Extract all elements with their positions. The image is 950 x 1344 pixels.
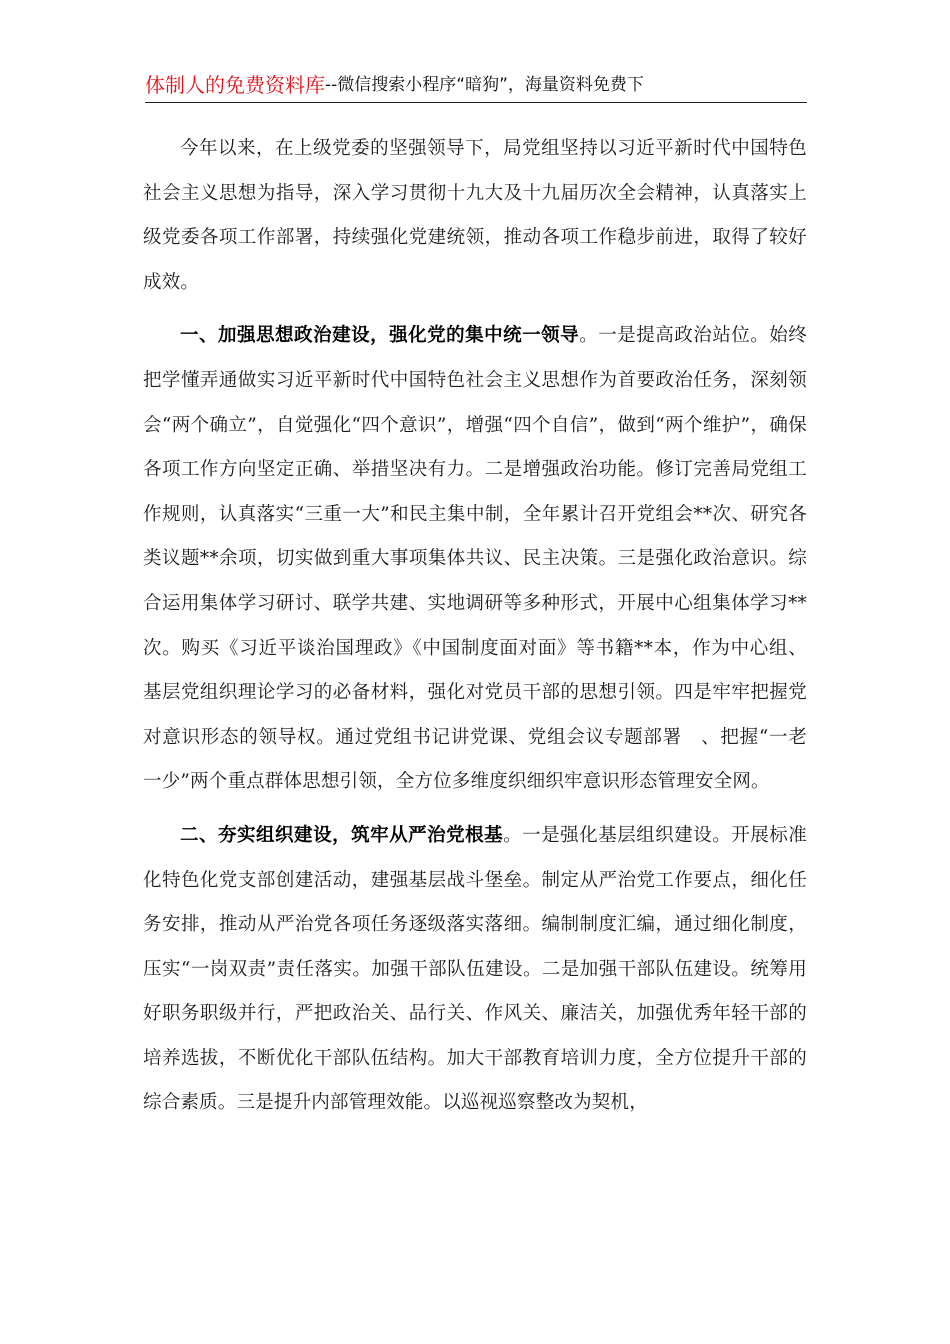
paragraph-section-1 — [143, 314, 807, 805]
section-heading: 一、加强思想政治建设，强化党的集中统一领导 — [180, 325, 580, 347]
header-tagline: --微信搜索小程序“暗狗”，海量资料免费下 — [325, 75, 644, 95]
paragraph-section-2 — [143, 814, 807, 1126]
header-brand: 体制人的免费资料库 — [145, 73, 325, 97]
paragraph-text: 。一是强化基层组织建设。开展标准化特色化党支部创建活动，建强基层战斗堡垒。制定从严治党工作要点，细化任务安排，推动从严治党各项任务逐级落实落细。编制制度汇编，通过细化制度，压实“一岗双责”责任落实。加强干部队伍建设。二是加强干部队伍建设。统筹用好职务职级并行，严把政治关、品行关、作风关、廉洁关，加强优秀年轻干部的培养选拔，不断优化干部队伍结构。加大干部教育培训力度，全方位提升干部的综合素质。三是提升内部管理效能。以巡视巡察整改为契机， — [143, 824, 807, 1114]
section-heading: 二、夯实组织建设，筑牢从严治党根基 — [180, 824, 504, 846]
paragraph-intro — [143, 127, 807, 305]
document-body — [143, 127, 807, 1135]
page-header — [145, 70, 807, 103]
paragraph-text: 。一是提高政治站位。始终把学懂弄通做实习近平新时代中国特色社会主义思想作为首要政治任务，深刻领会“两个确立”，自觉强化“四个意识”，增强“四个自信”，做到“两个维护”，确保各项工作方向坚定正确、举措坚决有力。二是增强政治功能。修订完善局党组工作规则，认真落实“三重一大”和民主集中制，全年累计召开党组会**次、研究各类议题**余项，切实做到重大事项集体共议、民主决策。三是强化政治意识。综合运用集体学习研讨、联学共建、实地调研等多种形式，开展中心组集体学习**次。购买《习近平谈治国理政》《中国制度面对面》等书籍**本，作为中心组、基层党组织理论学习的必备材料，强化对党员干部的思想引领。四是牢牢把握党对意识形态的领导权。通过党组书记讲党课、党组会议专题部署 、把握“一老一少”两个重点群体思想引领，全方位多维度织细织牢意识形态管理安全网。 — [143, 325, 808, 793]
paragraph-text: 今年以来，在上级党委的坚强领导下，局党组坚持以习近平新时代中国特色社会主义思想为指导，深入学习贯彻十九大及十九届历次全会精神，认真落实上级党委各项工作部署，持续强化党建统领，推动各项工作稳步前进，取得了较好成效。 — [143, 138, 807, 293]
